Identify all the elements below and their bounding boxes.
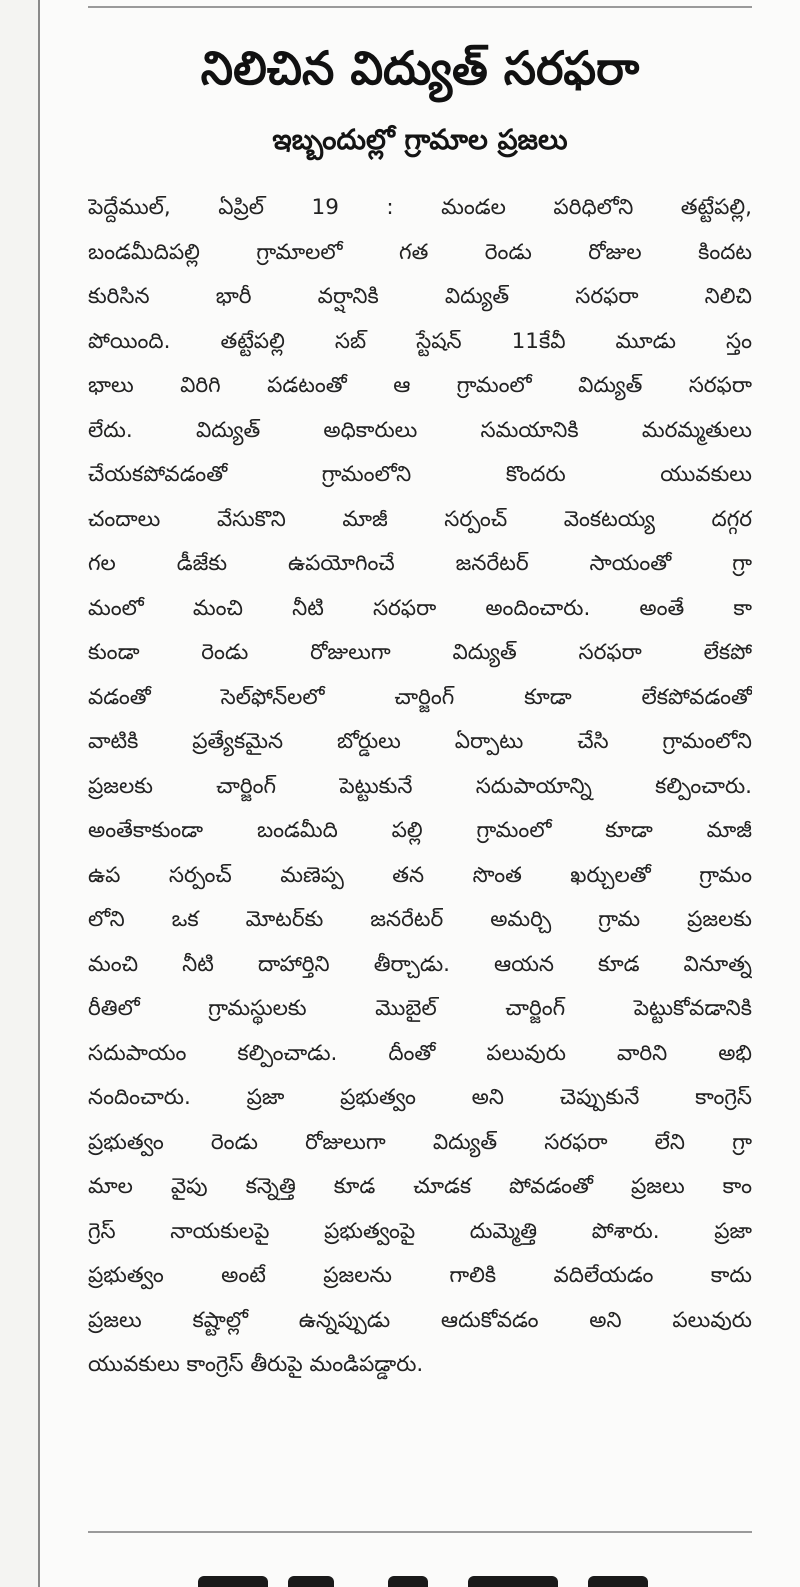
bottom-rule bbox=[88, 1531, 752, 1533]
article-line-last: యువకులు కాంగ్రెస్ తీరుపై మండిపడ్డారు. bbox=[88, 1352, 424, 1377]
article-line: మంచి నీటి దాహార్తిని తీర్చాడు. ఆయన కూడ వినూత్న bbox=[88, 951, 752, 977]
article-line: రీతిలో గ్రామస్థులకు మొబైల్ చార్జింగ్ పెట్టుకోవడానికి bbox=[88, 996, 752, 1021]
article-line: ప్రభుత్వం అంటే ప్రజలను గాలికి వదిలేయడం కాదు bbox=[88, 1263, 752, 1288]
top-rule bbox=[88, 6, 752, 8]
headline-fragment-ink bbox=[388, 1576, 428, 1587]
headline-fragment-ink bbox=[468, 1576, 558, 1587]
article-line: భాలు విరిగి పడటంతో ఆ గ్రామంలో విద్యుత్ సరఫరా bbox=[88, 373, 752, 398]
article-body bbox=[88, 186, 752, 1388]
article-line: గ్రెస్ నాయకులపై ప్రభుత్వంపై దుమ్మెత్తి పోశారు. ప్రజా bbox=[88, 1218, 752, 1244]
article-line: నందించారు. ప్రజా ప్రభుత్వం అని చెప్పుకునే కాంగ్రెస్ bbox=[88, 1085, 752, 1110]
article-line: లోని ఒక మోటర్‌కు జనరేటర్ అమర్చి గ్రామ ప్రజలకు bbox=[88, 907, 752, 932]
article-line: కుండా రెండు రోజులుగా విద్యుత్ సరఫరా లేకపో bbox=[88, 640, 752, 665]
article-line: లేదు. విద్యుత్ అధికారులు సమయానికి మరమ్మతులు bbox=[88, 417, 752, 443]
article-line: బండమీదిపల్లి గ్రామాలలో గత రెండు రోజుల కిందట bbox=[88, 239, 752, 265]
article-line: కురిసిన భారీ వర్షానికి విద్యుత్ సరఫరా నిలిచి bbox=[88, 284, 752, 309]
headline: నిలిచిన విద్యుత్ సరఫరా bbox=[200, 41, 640, 95]
headline-fragment-ink bbox=[588, 1576, 648, 1587]
article-line: ఉప సర్పంచ్ మణెప్ప తన సొంత ఖర్చులతో గ్రామం bbox=[88, 862, 752, 888]
headline-fragment-ink bbox=[288, 1576, 334, 1587]
article-line: చేయకపోవడంతో గ్రామంలోని కొందరు యువకులు bbox=[88, 462, 752, 487]
article-line: ప్రభుత్వం రెండు రోజులుగా విద్యుత్ సరఫరా లేని గ్రా bbox=[88, 1129, 752, 1155]
article-line: వాటికి ప్రత్యేకమైన బోర్డులు ఏర్పాటు చేసి గ్రామంలోని bbox=[88, 729, 752, 754]
article-line: మంలో మంచి నీటి సరఫరా అందించారు. అంతే కా bbox=[88, 595, 752, 621]
article-line: మాల వైపు కన్నెత్తి కూడ చూడక పోవడంతో ప్రజలు కాం bbox=[88, 1174, 752, 1199]
headline-fragment-ink bbox=[198, 1576, 268, 1587]
article-line: పెద్దేముల్, ఏప్రిల్ 19 : మండల పరిధిలోని తట్టేపల్లి, bbox=[88, 195, 752, 220]
article-line: అంతేకాకుండా బండమీది పల్లి గ్రామంలో కూడా మాజీ bbox=[88, 818, 752, 843]
article-line: వడంతో సెల్‌ఫోన్‌లలో చార్జింగ్ కూడా లేకపోవడంతో bbox=[88, 684, 752, 710]
article-line: సదుపాయం కల్పించాడు. దీంతో పలువురు వారిని అభి bbox=[88, 1040, 752, 1066]
article-line: ప్రజలు కష్టాల్లో ఉన్నప్పుడు ఆదుకోవడం అని పలువురు bbox=[88, 1307, 752, 1333]
page-margin-border bbox=[0, 0, 40, 1587]
article-line: గల డీజేకు ఉపయోగించే జనరేటర్ సాయంతో గ్రా bbox=[88, 551, 752, 576]
article-line: పోయింది. తట్టేపల్లి సబ్ స్టేషన్ 11కేవీ మూడు స్తం bbox=[88, 328, 752, 354]
subheadline: ఇబ్బందుల్లో గ్రామాల ప్రజలు bbox=[272, 123, 568, 156]
article-line: ప్రజలకు చార్జింగ్ పెట్టుకునే సదుపాయాన్ని కల్పించారు. bbox=[88, 773, 752, 799]
article-line: చందాలు వేసుకొని మాజీ సర్పంచ్ వెంకటయ్య దగ్గర bbox=[88, 506, 752, 532]
next-article-headline-fragment bbox=[88, 1572, 752, 1587]
